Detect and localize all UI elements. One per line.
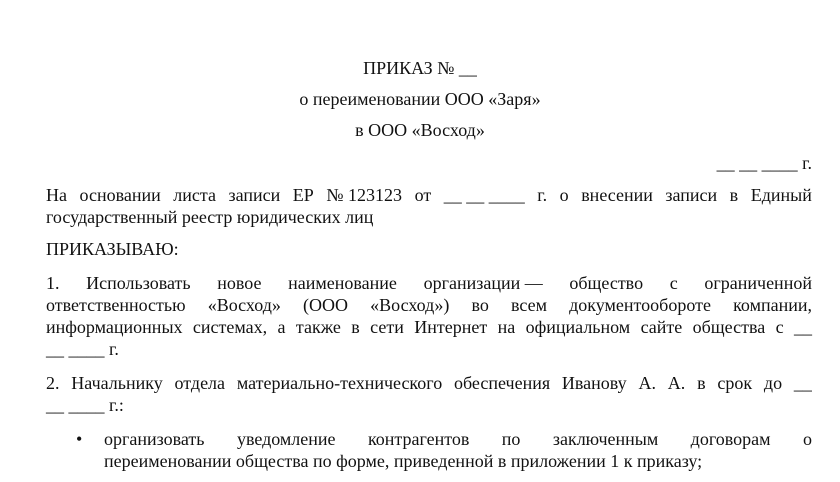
bullet-line-2: переименовании общества по форме, приведенной в приложении 1 к приказу; [104,451,703,471]
word: наименование [288,273,397,293]
basis-line-1 [46,184,812,206]
word: внесении [581,185,653,205]
order-subtitle-line-1: о переименовании ООО «Заря» [299,89,541,109]
word: общества [692,317,766,337]
bullet-marker: • [76,429,83,449]
order-keyword [46,238,812,260]
order-subtitle-line-2: в ООО «Восход» [355,120,485,140]
word: __ [793,373,812,393]
basis-line-2: государственный реестр юридических лиц [46,207,374,227]
word: 2. [46,373,60,393]
word: обеспечения [454,373,551,393]
word: отдела [174,373,226,393]
word: также [295,317,341,337]
word: «Восход» [207,295,281,315]
order-date: __ __ ____ г. [716,153,812,173]
word: г. [537,185,548,205]
word: На [46,185,67,205]
word: системах, [192,317,268,337]
item-1-line-3 [46,316,812,338]
word: организовать [104,429,205,449]
order-title: ПРИКАЗ № __ [363,58,477,78]
word: от [414,185,432,205]
word: Единый [750,185,812,205]
word: А. [638,373,656,393]
word: а [277,317,286,337]
word: новое [217,273,262,293]
word: Начальнику [71,373,163,393]
order-keyword-text: ПРИКАЗЫВАЮ: [46,239,179,259]
word: листа [173,185,216,205]
word: записи [665,185,718,205]
word: официальном [525,317,631,337]
word: в [729,185,739,205]
order-item-1 [46,272,812,360]
word: документообороте [569,295,711,315]
word: срок [717,373,753,393]
word: А. [667,373,686,393]
word: Иванову [561,373,627,393]
word: сети [370,317,404,337]
word: договорам [690,429,771,449]
word: заключенным [552,429,659,449]
item-1-line-4: __ ____ г. [46,339,119,359]
word: основании [79,185,161,205]
word: информационных [46,317,183,337]
word: в [697,373,706,393]
word: по [501,429,521,449]
item-2-line-2: __ ____ г.: [46,395,124,415]
word: общество [569,273,644,293]
word: уведомление [236,429,336,449]
word: о [559,185,569,205]
word: в [351,317,360,337]
word: Интернет [414,317,488,337]
word: записи [228,185,281,205]
word: № 123123 [326,185,403,205]
bullet-line-1 [104,428,812,450]
word: ответственностью [46,295,186,315]
word: ограниченной [704,273,812,293]
word: с [775,317,784,337]
word: контрагентов [367,429,470,449]
word: с [669,273,678,293]
word: во [471,295,489,315]
word: «Восход») [370,295,450,315]
word: сайте [640,317,683,337]
word: на [497,317,516,337]
basis-paragraph [46,184,812,228]
word: Использовать [86,273,191,293]
item-1-line-2 [46,294,812,316]
word: __ [793,317,812,337]
word: компании, [733,295,812,315]
word: ЕР [292,185,314,205]
item-2-line-1 [46,372,812,394]
order-item-2 [46,372,812,416]
word: 1. [46,273,60,293]
word: всем [510,295,547,315]
word: (ООО [303,295,349,315]
word: о [802,429,812,449]
item-1-line-1 [46,272,812,294]
word: до [763,373,783,393]
word: материально-технического [236,373,443,393]
bullet-text [104,428,812,472]
word: организации — [423,273,543,293]
word: __ __ ____ [443,185,525,205]
